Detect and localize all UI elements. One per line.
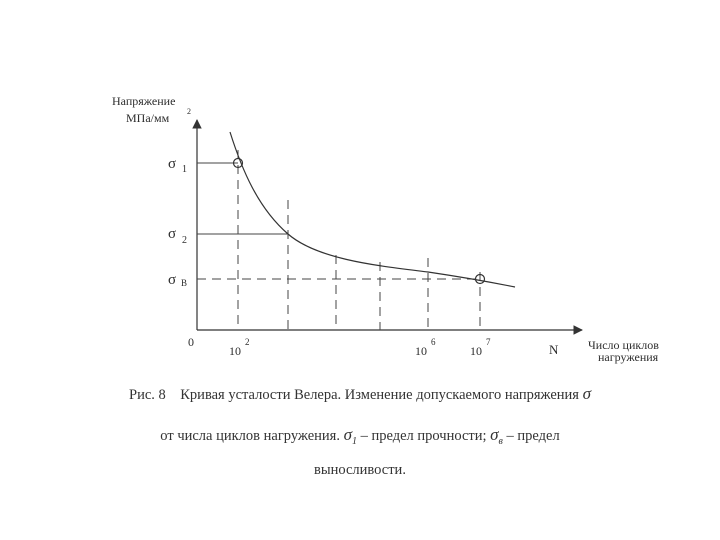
caption-line3 (0, 462, 720, 479)
x-tick-10e2-exponent: 2 (245, 337, 250, 347)
x-axis-label-line2: нагружения (598, 350, 659, 364)
caption-line1 (0, 384, 720, 404)
x-tick-10e6-exponent: 6 (431, 337, 436, 347)
caption-line2-text-c: – предел (502, 428, 560, 444)
x-tick-10e2-base: 10 (229, 344, 241, 358)
origin-label: 0 (188, 335, 194, 349)
y-tick-sigmaB-symbol: σ (168, 272, 177, 288)
fatigue-curve (230, 132, 515, 287)
caption-line2 (0, 425, 720, 447)
y-tick-sigma2-symbol: σ (168, 226, 177, 242)
x-axis-symbol: N (549, 342, 559, 357)
caption-line2-sigma1-subscript: 1 (351, 435, 357, 447)
y-tick-sigma2-subscript: 2 (182, 235, 187, 246)
caption-line2-sigmaB-subscript: в (498, 435, 503, 447)
caption-line1-text: Рис. 8 Кривая усталости Велера. Изменение допускаемого напряжения (129, 387, 583, 403)
caption-line3-text: выносливости. (314, 462, 406, 478)
caption-line1-sigma: σ (582, 384, 591, 403)
x-tick-10e7-base: 10 (470, 344, 482, 358)
y-tick-sigma1-subscript: 1 (182, 164, 187, 175)
y-axis-label-line1: Напряжение (112, 94, 176, 108)
y-tick-sigmaB-subscript: B (181, 278, 188, 288)
y-axis-label-line2: МПа/мм (126, 111, 170, 125)
x-axis-label-line1: Число циклов (588, 338, 659, 352)
caption-line2-sigmaB: σ (490, 425, 499, 444)
x-tick-10e7-exponent: 7 (486, 337, 491, 347)
caption-line2-text-a: от числа циклов нагружения. (160, 428, 344, 444)
y-axis-label-superscript: 2 (187, 107, 191, 116)
x-tick-10e6-base: 10 (415, 344, 427, 358)
caption-line2-sigma1: σ (343, 425, 352, 444)
caption-line2-text-b: – предел прочности; (356, 428, 491, 444)
y-tick-sigma1-symbol: σ (168, 156, 177, 172)
